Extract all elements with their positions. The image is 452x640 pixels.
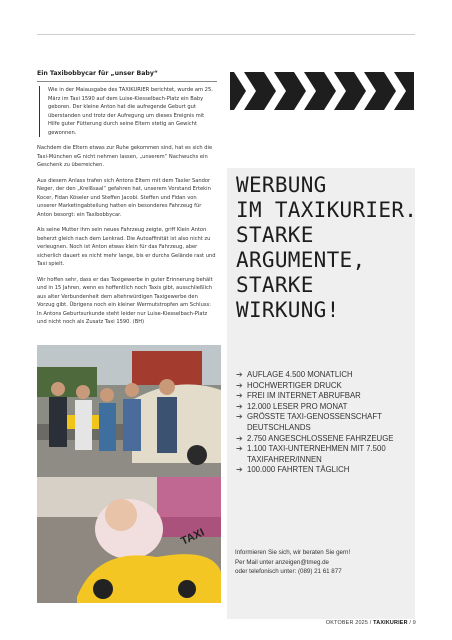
arrow-right-icon: ➔ — [236, 465, 243, 475]
fact-item — [236, 391, 416, 402]
headline-line: ARGUMENTE, — [236, 248, 366, 272]
lead-text: Wie in der Maiausgabe des TAXIKURIER berichtet, wurde am 25. März im Taxi 1590 auf dem Luise-Kiesselbach-Platz ein Baby geboren. Der kleine Anton hat die aufregende Geburt gut überstanden und trotz der Aufregung um dieses Ereignis mit Hilfe guter Fütterung durch seine Eltern stetig an Gewicht gewonnen. — [48, 87, 213, 136]
group-photo-illustration — [37, 345, 221, 477]
arrow-right-icon: ➔ — [236, 391, 243, 401]
article — [37, 70, 217, 334]
fact-item — [236, 402, 416, 413]
article-paragraph: Wir hoffen sehr, dass er das Taxigewerbe in guter Erinnerung behält und in 15 Jahren, wenn es hoffentlich noch Taxis gibt, ausschließlich aus alter Verbundenheit dem altehrwürdigen Taxigewerbe den Vorzug gibt. Übrigens noch ein kleiner Wermutstropfen am Schluss: In Antons Geburtsurkunde steht leider nur Luise-Kiesselbach-Platz und nicht noch als Zusatz Taxi 1590. (BH) — [37, 276, 213, 325]
footer-issue: OKTOBER 2025 / — [325, 620, 372, 626]
fact-item — [236, 370, 416, 381]
baby-photo — [37, 477, 221, 603]
fact-item — [236, 465, 416, 476]
arrow-right-icon: ➔ — [236, 380, 243, 390]
arrow-right-icon: ➔ — [236, 412, 243, 422]
article-paragraph: Aus diesem Anlass trafen sich Antons Eltern mit dem Taxler Sandor Neger, der den „Kreißsaal“ gefahren hat, unserem Vorstand Ertekin Kocer, Fidan Köseler und Steffen Jacobi. Steffen und Fidan von unserer Marketingabteilung hatten ein besonderes Fahrzeug für Anton besorgt: ein Taxibobbycar. — [37, 177, 211, 218]
fact-item — [236, 381, 416, 392]
article-lead — [39, 86, 217, 137]
headline-line: WERBUNG — [236, 173, 327, 197]
arrow-right-icon: ➔ — [236, 401, 243, 411]
ad-facts-list — [236, 370, 416, 476]
headline-line: IM TAXIKURIER. — [236, 198, 418, 222]
ad-headline — [236, 173, 416, 323]
fact-item — [236, 444, 416, 465]
headline-line: STARKE — [236, 223, 314, 247]
bobbycar-taxi-text: TAXI — [179, 526, 207, 548]
fact-text: 12.000 LESER PRO MONAT — [247, 401, 348, 411]
ad-contact — [235, 548, 415, 577]
page-footer — [326, 620, 416, 626]
fact-text: 100.000 FAHRTEN TÄGLICH — [247, 465, 350, 475]
arrow-right-icon: ➔ — [236, 370, 243, 379]
fact-text: HOCHWERTIGER DRUCK — [247, 380, 342, 390]
chevron-banner-graphic — [230, 72, 414, 110]
footer-magazine: TAXIKURIER — [373, 620, 408, 626]
baby-photo-illustration — [37, 477, 221, 603]
fact-item — [236, 412, 416, 433]
article-paragraph: Nachdem die Eltern etwas zur Ruhe gekommen sind, hat es sich die Taxi-München eG nicht nehmen lassen, „unserem“ Nachwuchs ein Geschenk zu überreichen. — [37, 145, 213, 168]
headline-line: WIRKUNG! — [236, 298, 340, 322]
fact-text: GRÖSSTE TAXI-GENOSSENSCHAFT DEUTSCHLANDS — [247, 412, 382, 432]
top-rule — [37, 34, 415, 35]
contact-line: Informieren Sie sich, wir beraten Sie gern! — [235, 549, 351, 556]
fact-text: FREI IM INTERNET ABRUFBAR — [247, 391, 361, 401]
group-photo — [37, 345, 221, 477]
article-paragraph: Als seine Mutter ihm sein neues Fahrzeug zeigte, griff Klein Anton beherzt gleich nach dem Lenkrad. Die Autoaffinität ist also nicht zu verleugnen. Noch ist Anton etwas klein für das Fahrzeug, aber sicherlich dauert es nicht mehr lange, bis er durchs Gelände rast und Taxi spielt. — [37, 227, 216, 267]
fact-text: 1.100 TAXI-UNTERNEHMEN MIT 7.500 TAXIFAHRER/INNEN — [247, 444, 386, 464]
fact-text: 2.750 ANGESCHLOSSENE FAHRZEUGE — [247, 433, 394, 443]
contact-email-line[interactable]: Per Mail unter anzeigen@tmeg.de — [235, 558, 329, 566]
footer-page-number: / 9 — [409, 620, 416, 626]
fact-text: AUFLAGE 4.500 MONATLICH — [247, 370, 353, 379]
article-title: Ein Taxibobbycar für „unser Baby“ — [37, 70, 217, 82]
arrow-right-icon: ➔ — [236, 433, 243, 443]
contact-phone-line[interactable]: oder telefonisch unter: (089) 21 61 877 — [235, 568, 342, 575]
fact-item — [236, 434, 416, 445]
headline-line: STARKE — [236, 273, 314, 297]
arrow-right-icon: ➔ — [236, 444, 243, 454]
